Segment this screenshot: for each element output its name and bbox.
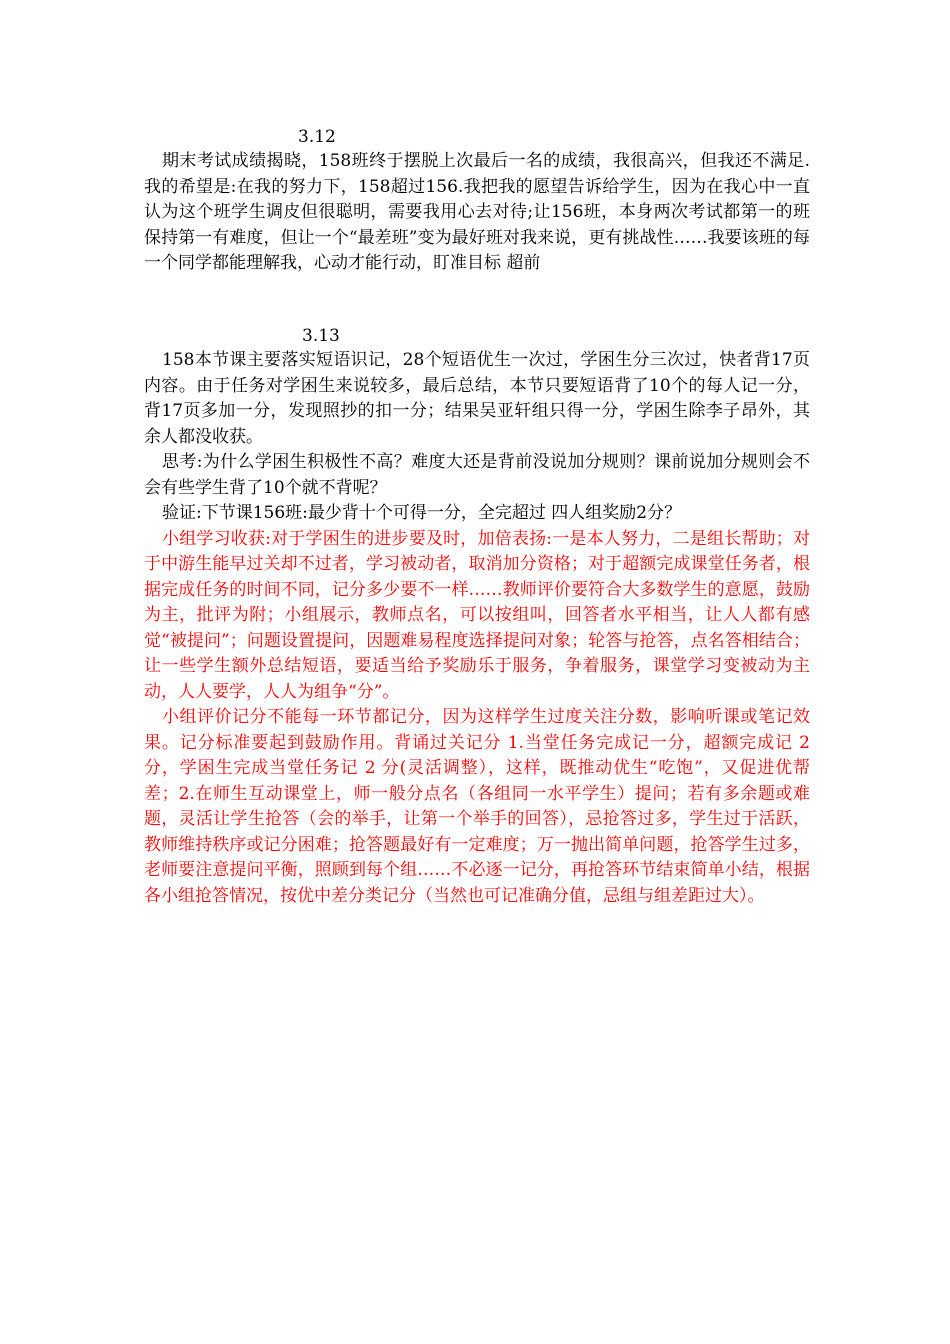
verification-paragraph: 验证:下节课156班:最少背十个可得一分，全完超过 四人组奖励2分？	[162, 503, 682, 523]
entry-date: 3.12	[298, 127, 336, 147]
reflection-paragraph: 思考:为什么学困生积极性不高？难度大还是背前没说加分规则？课前说加分规则会不会有些学生背了10个就不背呢？	[144, 452, 810, 498]
group-scoring-paragraph: 小组评价记分不能每一环节都记分，因为这样学生过度关注分数，影响听课或笔记效果。记分标准要起到鼓励作用。背诵过关记分 1.当堂任务完成记一分，超额完成记 2 分，学困生完成当堂任务记 2 分(灵活调整），这样，既推动优生“吃饱”，又促进优帮差；2.在师生互动课堂上，师一般分点名（各组同一水平学生）提问；若有多余题或难题，灵活让学生抢答（会的举手，让第一个举手的回答），忌抢答过多，学生过于活跃，教师维持秩序或记分困难；抢答题最好有一定难度；万一抛出简单问题，抢答学生过多，老师要注意提问平衡，照顾到每个组……不必逐一记分，再抢答环节结束简单小结，根据各小组抢答情况，按优中差分类记分（当然也可记准确分值，忌组与组差距过大）。	[144, 707, 810, 906]
entry-paragraph: 158本节课主要落实短语识记，28个短语优生一次过，学困生分三次过，快者背17页内容。由于任务对学困生来说较多，最后总结，本节只要短语背了10个的每人记一分，背17页多加一分，发现照抄的扣一分；结果吴亚轩组只得一分，学困生除李子昂外，其余人都没收获。	[144, 350, 810, 447]
journal-entry-3-12	[144, 125, 810, 277]
entry-date: 3.13	[302, 326, 340, 346]
journal-entry-3-13	[144, 324, 810, 909]
group-learning-paragraph: 小组学习收获:对于学困生的进步要及时，加倍表扬:一是本人努力，二是组长帮助；对于中游生能早过关却不过者，学习被动者，取消加分资格；对于超额完成课堂任务者，根据完成任务的时间不同，记分多少要不一样……教师评价要符合大多数学生的意愿，鼓励为主，批评为附；小组展示，教师点名，可以按组叫，回答者水平相当，让人人都有感觉“被提问”；问题设置提问，因题难易程度选择提问对象；轮答与抢答，点名答相结合；让一些学生额外总结短语，要适当给予奖励乐于服务，争着服务，课堂学习变被动为主动，人人要学，人人为组争“分”。	[144, 528, 810, 702]
entry-paragraph: 期末考试成绩揭晓，158班终于摆脱上次最后一名的成绩，我很高兴，但我还不满足.我的希望是:在我的努力下，158超过156.我把我的愿望告诉给学生，因为在我心中一直认为这个班学生调皮但很聪明，需要我用心去对待;让156班，本身两次考试都第一的班保持第一有难度，但让一个“最差班”变为最好班对我来说，更有挑战性……我要该班的每一个同学都能理解我，心动才能行动，盯准目标 超前	[144, 151, 810, 273]
